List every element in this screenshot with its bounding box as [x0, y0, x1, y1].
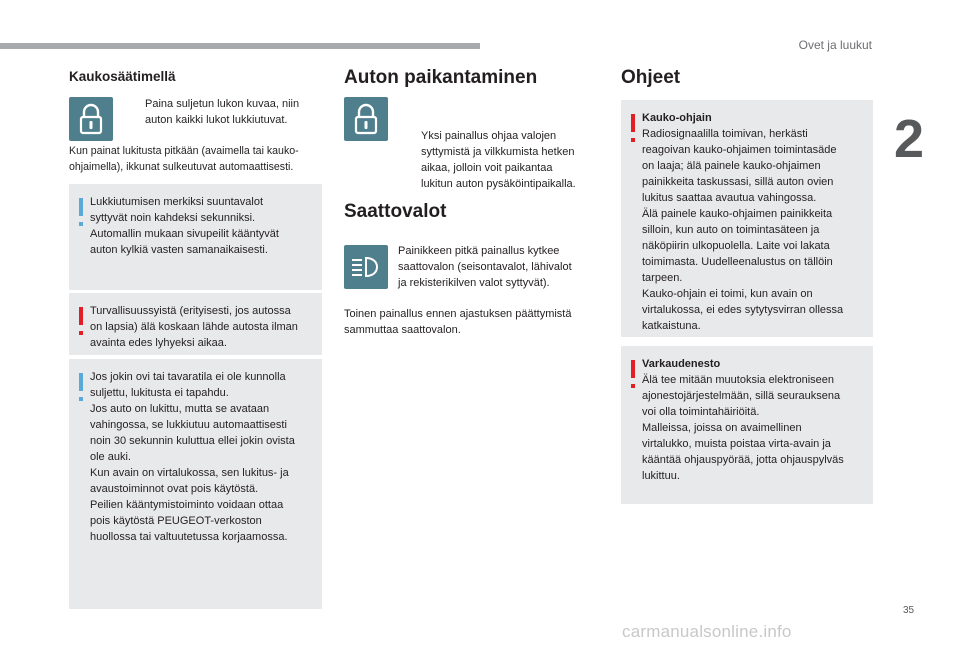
step-locate: [394, 128, 631, 192]
text-line: Toinen painallus ennen ajastuksen päättymistä: [344, 308, 572, 320]
chapter-number: 2: [894, 109, 925, 169]
text-line: Kauko-ohjain ei toimi, kun avain on: [642, 288, 813, 300]
text-line: tarpeen.: [642, 272, 683, 284]
warning-panel-safety: [69, 293, 322, 355]
text-line: silloin, kun auto on toimintasäteen ja: [642, 224, 820, 236]
text-line: Radiosignaalilla toimivan, herkästi: [642, 128, 808, 140]
text-line: Jos auto on lukittu, mutta se avataan: [90, 403, 270, 415]
text-line: on laaja; älä painele kauko-ohjaimen: [642, 160, 821, 172]
padlock-closed-icon: [344, 97, 388, 141]
text-line: katkaistuna.: [642, 320, 701, 332]
text-line: aikaa, jolloin voit paikantaa: [421, 162, 553, 174]
text-line: pois käytöstä PEUGEOT-verkoston: [90, 515, 262, 527]
text-line: Painikkeen pitkä painallus kytkee: [398, 245, 560, 257]
text-line: ohjaimella), ikkunat sulkeutuvat automaattisesti.: [69, 161, 294, 173]
text-line: on lapsia) älä koskaan lähde autosta ilman: [90, 321, 298, 333]
text-line: ajonestojärjestelmään, sillä seurauksena: [642, 390, 841, 402]
text-line: avaustoiminnot ovat pois käytöstä.: [90, 483, 259, 495]
text-line: auton kylkiä vasten samanaikaisesti.: [90, 244, 268, 256]
text-line: Älä painele kauko-ohjaimen painikkeita: [642, 208, 833, 220]
text-line: Paina suljetun lukon kuvaa, niin: [145, 98, 300, 110]
watermark: carmanualsonline.info: [622, 622, 792, 641]
heading-kaukosaatimella: Kaukosäätimellä: [69, 69, 176, 84]
text-line: Jos jokin ovi tai tavaratila ei ole kunnolla: [90, 371, 286, 383]
step-lock: [118, 96, 355, 128]
step-follow-me: [398, 243, 608, 291]
page-number: 35: [903, 605, 915, 616]
text-line: saattovalon (seisontavalot, lähivalot: [398, 261, 572, 273]
text-line: toimimasta. Uudelleenalustus on tällöin: [642, 256, 833, 268]
panel-title: Varkaudenesto: [642, 358, 721, 370]
paragraph-windows: [69, 143, 329, 175]
text-line: Kun painat lukitusta pitkään (avaimella tai kauko-: [69, 145, 299, 157]
text-line: Automallin mukaan sivupeilit kääntyvät: [90, 228, 279, 240]
text-line: avainta edes lyhyeksi aikaa.: [90, 337, 227, 349]
text-line: kääntää ohjauspyörää, jotta ohjauspylväs: [642, 454, 844, 466]
paragraph-follow-me-off: [344, 306, 614, 338]
text-line: Lukkiutumisen merkiksi suuntavalot: [90, 196, 264, 208]
text-line: lukitus saattaa avautua vahingossa.: [642, 192, 817, 204]
text-line: lukitun auton pysäköintipaikalla.: [421, 178, 576, 190]
warning-icon: [79, 307, 83, 325]
text-line: virtalukko, muista poistaa virta-avain ja: [642, 438, 831, 450]
info-panel-indicators: [69, 184, 322, 290]
text-line: Peilien kääntymistoiminto voidaan ottaa: [90, 499, 284, 511]
text-line: Kun avain on virtalukossa, sen lukitus- ja: [90, 467, 289, 479]
text-line: ole auki.: [90, 451, 131, 463]
text-line: virtalukossa, ei edes sytytysvirran ollessa: [642, 304, 844, 316]
text-line: syttyvät noin kahdeksi sekunniksi.: [90, 212, 256, 224]
info-icon: [79, 198, 83, 216]
warning-panel-immobiliser: [621, 346, 873, 504]
text-line: ja rekisterikilven valot syttyvät).: [398, 277, 550, 289]
headlamp-icon: [344, 245, 388, 289]
header-bar: [0, 43, 480, 49]
warning-icon: [631, 114, 635, 132]
text-line: voi olla toimintahäiriöitä.: [642, 406, 760, 418]
text-line: auton kaikki lukot lukkiutuvat.: [145, 114, 288, 126]
text-line: Yksi painallus ohjaa valojen: [421, 130, 557, 142]
text-line: huollossa tai valtuutetussa korjaamossa.: [90, 531, 288, 543]
text-line: vahingossa, se lukkiutuu automaattisesti: [90, 419, 287, 431]
text-line: noin 30 sekunnin kuluttua ellei jokin ovista: [90, 435, 295, 447]
panel-title: Kauko-ohjain: [642, 112, 712, 124]
text-line: Älä tee mitään muutoksia elektroniseen: [642, 374, 834, 386]
text-line: lukittuu.: [642, 470, 680, 482]
text-line: Turvallisuussyistä (erityisesti, jos autossa: [90, 305, 291, 317]
padlock-closed-icon: [69, 97, 113, 141]
text-line: sammuttaa saattovalon.: [344, 324, 461, 336]
text-line: reagoivan kauko-ohjaimen toimintasäde: [642, 144, 837, 156]
heading-ohjeet: Ohjeet: [621, 67, 681, 88]
text-line: Malleissa, joissa on avaimellinen: [642, 422, 802, 434]
text-line: painikkeita taskussasi, sillä auton ovien: [642, 176, 834, 188]
heading-saattovalot: Saattovalot: [344, 201, 447, 222]
text-line: näköpiirin ulkopuolella. Laite voi lakata: [642, 240, 830, 252]
info-icon: [79, 373, 83, 391]
heading-auton-paikantaminen: Auton paikantaminen: [344, 67, 538, 88]
text-line: suljettu, lukitusta ei tapahdu.: [90, 387, 229, 399]
section-title: Ovet ja luukut: [798, 38, 872, 52]
warning-panel-remote: [621, 100, 873, 337]
text-line: syttymistä ja vilkkumista hetken: [421, 146, 575, 158]
info-panel-doors: [69, 359, 322, 609]
warning-icon: [631, 360, 635, 378]
